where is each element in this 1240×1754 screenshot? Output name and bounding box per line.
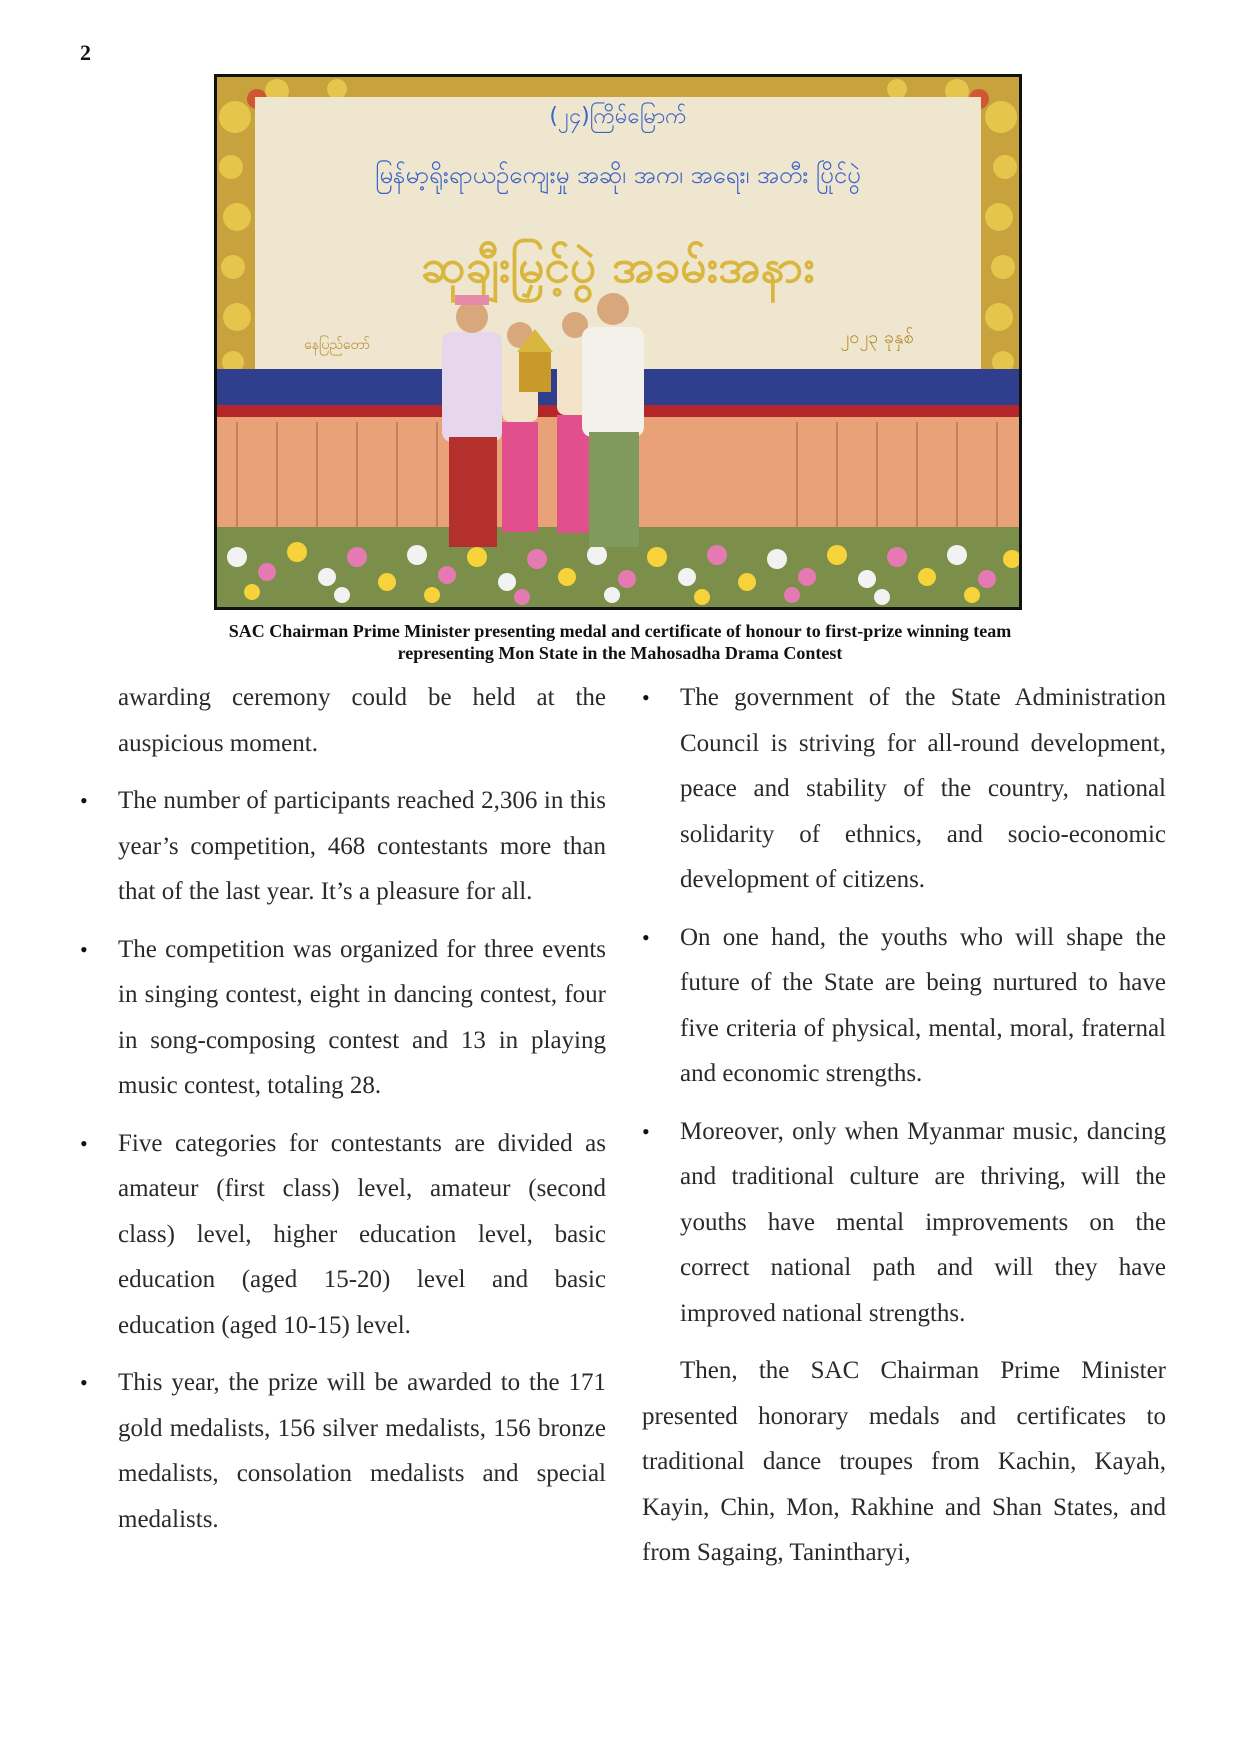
closing-paragraph: Then, the SAC Chairman Prime Minister presented honorary medals and certificates to traditional dance troupes from Kachin, Kayah, Kayin, Chin, Mon, Rakhine and Shan States, and from Sagaing, Tanintharyi,: [642, 1357, 1166, 1566]
banner-left-small: နေပြည်တော်: [304, 337, 370, 353]
bullet-item: • On one hand, the youths who will shape the future of the State are being nurtured to have five criteria of physical, mental, moral, fraternal and economic strengths.: [642, 915, 1166, 1097]
bullet-item: • This year, the prize will be awarded to the 171 gold medalists, 156 silver medalists, 156 bronze medalists, consolation medalists and special medalists.: [80, 1360, 606, 1542]
bullet-item: • The competition was organized for three events in singing contest, eight in dancing contest, four in song-composing contest and 13 in playing music contest, totaling 28.: [80, 927, 606, 1109]
right-column: [642, 675, 1166, 1576]
banner-gold-text: ဆုချီးမြှင့်ပွဲ အခမ်းအနား: [421, 239, 815, 293]
ceremony-photo: [214, 74, 1022, 610]
continued-paragraph: awarding ceremony could be held at the auspicious moment.: [118, 684, 606, 757]
bullet-item: • Five categories for contestants are divided as amateur (first class) level, amateur (second class) level, higher education level, basic education (aged 15-20) level and basic education (aged 10-15) level.: [80, 1121, 606, 1349]
left-bullet-list: [80, 778, 606, 1542]
banner-right-small: ၂၀၂၃ ခုနှစ်: [840, 327, 914, 348]
bullet-item: • Moreover, only when Myanmar music, dancing and traditional culture are thriving, will the youths have mental improvements on the correct national path and will they have improved national strengths.: [642, 1109, 1166, 1337]
banner-line1: (၂၄)ကြိမ်မြောက်: [549, 104, 687, 129]
caption-line2: representing Mon State in the Mahosadha Drama Contest: [397, 643, 843, 663]
bullet-item: • The government of the State Administration Council is striving for all-round development, peace and stability of the country, national solidarity of ethnics, and socio-economic development of citizens.: [642, 675, 1166, 903]
left-column: [80, 675, 606, 1554]
page-number: 2: [80, 40, 91, 65]
bullet-item: • The number of participants reached 2,306 in this year’s competition, 468 contestants more than that of the last year. It’s a pleasure for all.: [80, 778, 606, 915]
banner-line2: မြန်မာ့ရိုးရာယဉ်ကျေးမှု အဆို၊ အက၊ အရေး၊ အတီး ပြိုင်ပွဲ: [375, 161, 861, 189]
photo-caption: [120, 620, 1120, 664]
caption-line1: SAC Chairman Prime Minister presenting medal and certificate of honour to first-prize winning team: [228, 621, 1012, 641]
right-bullet-list: [642, 675, 1166, 1336]
